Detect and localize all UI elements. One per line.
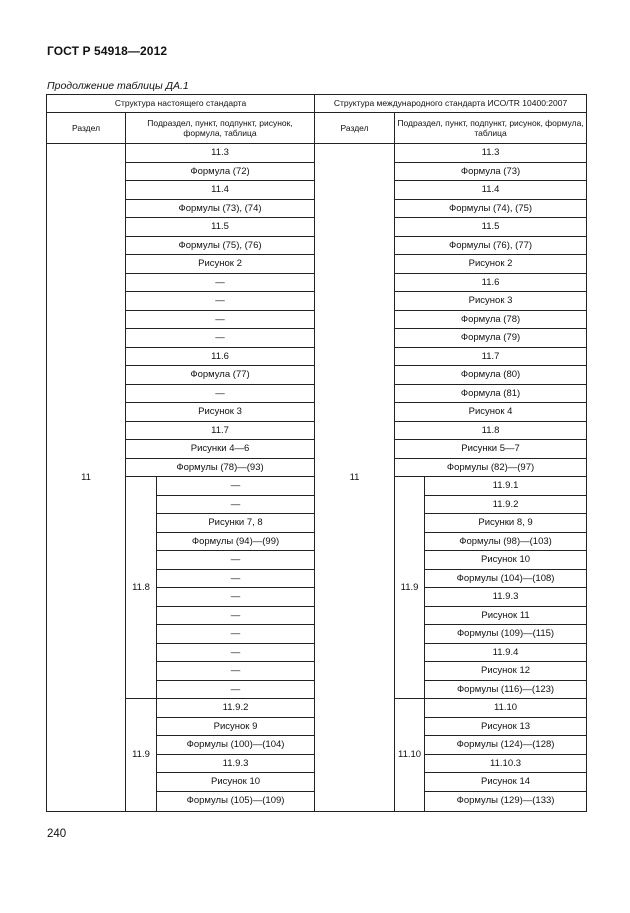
- right-item-cell: 11.7: [395, 347, 587, 366]
- right-section-header: Раздел: [315, 113, 395, 144]
- left-item-cell: —: [157, 495, 315, 514]
- right-item-cell: Рисунки 5—7: [395, 440, 587, 459]
- right-item-cell: 11.9.1: [425, 477, 587, 496]
- left-item-cell: Рисунок 10: [157, 773, 315, 792]
- table-row: [47, 144, 587, 163]
- left-item-cell: Формулы (94)—(99): [157, 532, 315, 551]
- left-item-cell: —: [157, 588, 315, 607]
- left-item-cell: 11.4: [126, 181, 315, 200]
- left-item-cell: 11.5: [126, 218, 315, 237]
- left-section-cell: 11: [47, 144, 126, 812]
- right-item-cell: Рисунок 4: [395, 403, 587, 422]
- left-item-cell: —: [126, 310, 315, 329]
- right-item-cell: Рисунок 3: [395, 292, 587, 311]
- right-item-cell: Рисунок 11: [425, 606, 587, 625]
- right-item-cell: Рисунок 12: [425, 662, 587, 681]
- left-item-cell: —: [126, 273, 315, 292]
- right-group-header: Структура международного стандарта ИСО/TR 10400:2007: [315, 95, 587, 113]
- right-item-cell: Формула (73): [395, 162, 587, 181]
- left-item-cell: —: [157, 662, 315, 681]
- right-item-cell: 11.9.4: [425, 643, 587, 662]
- right-item-cell: Формула (79): [395, 329, 587, 348]
- left-subsection-cell: 11.9: [126, 699, 157, 812]
- right-item-cell: Рисунок 10: [425, 551, 587, 570]
- left-item-cell: Рисунок 2: [126, 255, 315, 274]
- right-item-cell: Рисунок 14: [425, 773, 587, 792]
- left-item-cell: Рисунок 3: [126, 403, 315, 422]
- table-body: [47, 95, 587, 812]
- left-subsection-cell: 11.8: [126, 477, 157, 699]
- left-item-cell: —: [157, 477, 315, 496]
- left-item-cell: —: [157, 680, 315, 699]
- right-item-cell: Формула (78): [395, 310, 587, 329]
- left-item-cell: —: [157, 569, 315, 588]
- left-item-cell: Рисунки 7, 8: [157, 514, 315, 533]
- right-section-cell: 11: [315, 144, 395, 812]
- right-item-cell: 11.10.3: [425, 754, 587, 773]
- left-item-cell: 11.7: [126, 421, 315, 440]
- right-item-cell: 11.4: [395, 181, 587, 200]
- left-item-cell: Формула (72): [126, 162, 315, 181]
- left-item-cell: Формулы (75), (76): [126, 236, 315, 255]
- right-item-cell: Рисунки 8, 9: [425, 514, 587, 533]
- right-item-cell: Формулы (82)—(97): [395, 458, 587, 477]
- left-section-header: Раздел: [47, 113, 126, 144]
- left-item-cell: —: [157, 625, 315, 644]
- left-item-cell: Формулы (100)—(104): [157, 736, 315, 755]
- right-item-cell: Рисунок 13: [425, 717, 587, 736]
- left-item-cell: 11.3: [126, 144, 315, 163]
- right-item-cell: 11.9.3: [425, 588, 587, 607]
- page-number: 240: [47, 828, 67, 840]
- right-item-cell: Формулы (104)—(108): [425, 569, 587, 588]
- left-item-cell: Рисунок 9: [157, 717, 315, 736]
- right-item-cell: Формула (81): [395, 384, 587, 403]
- right-item-cell: 11.5: [395, 218, 587, 237]
- left-item-cell: Формулы (78)—(93): [126, 458, 315, 477]
- left-group-header: Структура настоящего стандарта: [47, 95, 315, 113]
- right-item-cell: Формулы (116)—(123): [425, 680, 587, 699]
- document-code: ГОСТ Р 54918—2012: [47, 44, 168, 58]
- left-item-cell: —: [126, 292, 315, 311]
- left-item-cell: —: [157, 551, 315, 570]
- table-caption: Продолжение таблицы ДА.1: [47, 80, 189, 92]
- right-item-cell: Формула (80): [395, 366, 587, 385]
- right-item-cell: Формулы (124)—(128): [425, 736, 587, 755]
- right-subsection-cell: 11.9: [395, 477, 425, 699]
- right-item-cell: Рисунок 2: [395, 255, 587, 274]
- left-item-cell: —: [157, 643, 315, 662]
- right-item-cell: 11.8: [395, 421, 587, 440]
- right-item-cell: Формулы (109)—(115): [425, 625, 587, 644]
- right-item-cell: 11.9.2: [425, 495, 587, 514]
- right-items-header: Подраздел, пункт, подпункт, рисунок, формула, таблица: [395, 113, 587, 144]
- left-item-cell: —: [126, 384, 315, 403]
- left-item-cell: 11.9.2: [157, 699, 315, 718]
- left-item-cell: 11.6: [126, 347, 315, 366]
- left-item-cell: —: [157, 606, 315, 625]
- right-subsection-cell: 11.10: [395, 699, 425, 812]
- left-item-cell: Формула (77): [126, 366, 315, 385]
- left-item-cell: 11.9.3: [157, 754, 315, 773]
- left-item-cell: Формулы (105)—(109): [157, 791, 315, 811]
- right-item-cell: 11.6: [395, 273, 587, 292]
- right-item-cell: 11.10: [425, 699, 587, 718]
- left-item-cell: Рисунки 4—6: [126, 440, 315, 459]
- left-item-cell: Формулы (73), (74): [126, 199, 315, 218]
- left-item-cell: —: [126, 329, 315, 348]
- right-item-cell: Формулы (98)—(103): [425, 532, 587, 551]
- right-item-cell: Формулы (76), (77): [395, 236, 587, 255]
- right-item-cell: 11.3: [395, 144, 587, 163]
- correspondence-table: [46, 94, 587, 812]
- right-item-cell: Формулы (74), (75): [395, 199, 587, 218]
- right-item-cell: Формулы (129)—(133): [425, 791, 587, 811]
- left-items-header: Подраздел, пункт, подпункт, рисунок, формула, таблица: [126, 113, 315, 144]
